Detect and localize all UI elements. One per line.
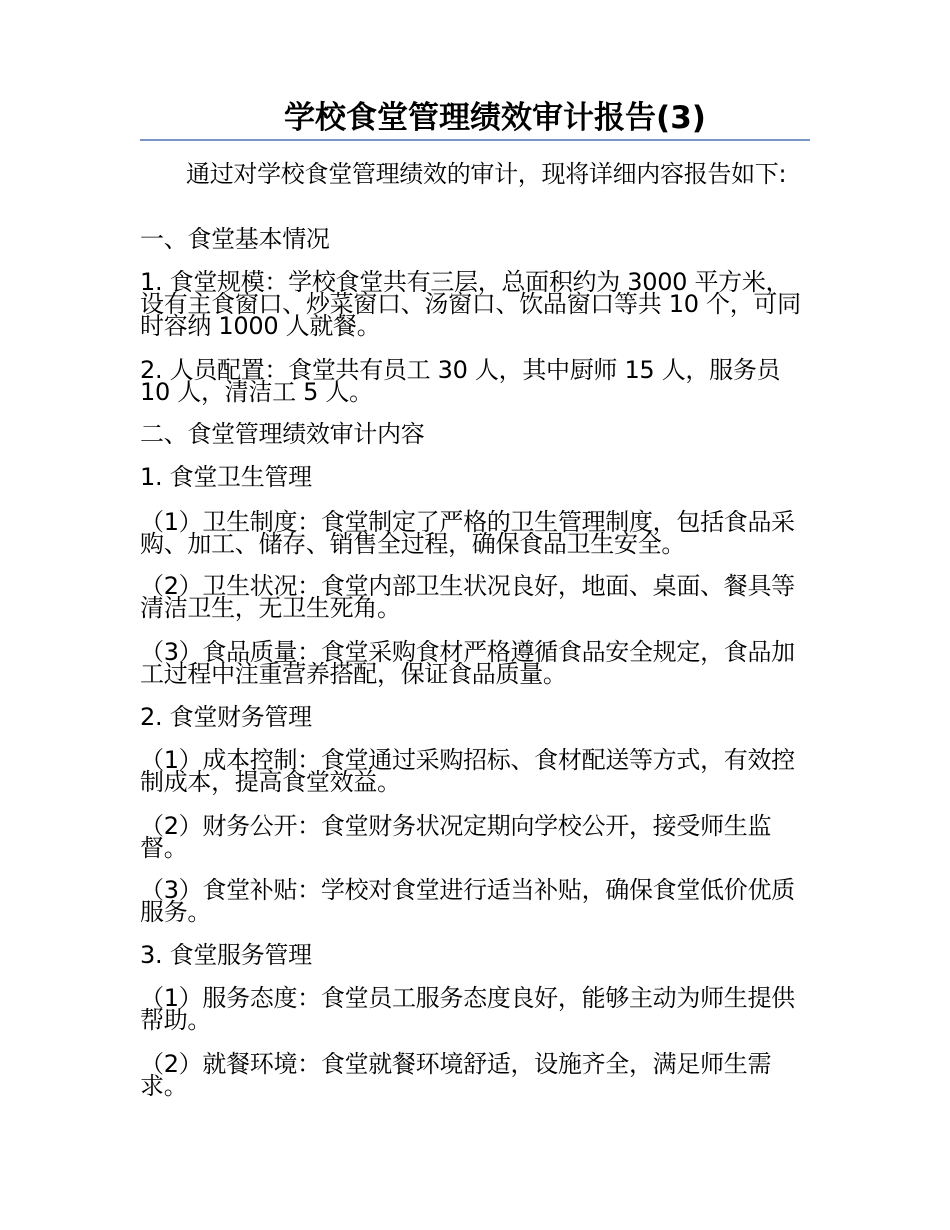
paragraph-dining-environment: （2）就餐环境：食堂就餐环境舒适，设施齐全，满足师生需求。 xyxy=(140,1050,772,1100)
paragraph-canteen-scale: 1. 食堂规模：学校食堂共有三层，总面积约为 3000 平方米，设有主食窗口、炒菜窗口、汤窗口、饮品窗口等共 10 个，可同时容纳 1000 人就餐。 xyxy=(140,268,801,340)
intro-paragraph: 通过对学校食堂管理绩效的审计，现将详细内容报告如下: xyxy=(186,160,787,188)
section-heading-2: 二、食堂管理绩效审计内容 xyxy=(140,420,425,448)
paragraph-finance-disclosure: （2）财务公开：食堂财务状况定期向学校公开，接受师生监督。 xyxy=(140,812,772,862)
paragraph-cost-control: （1）成本控制：食堂通过采购招标、食材配送等方式，有效控制成本，提高食堂效益。 xyxy=(140,746,795,796)
paragraph-subsidy: （3）食堂补贴：学校对食堂进行适当补贴，确保食堂低价优质服务。 xyxy=(140,876,795,926)
paragraph-staffing: 2. 人员配置：食堂共有员工 30 人，其中厨师 15 人，服务员 10 人，清洁工 5 人。 xyxy=(140,356,781,406)
subheading-finance: 2. 食堂财务管理 xyxy=(140,703,312,731)
section-heading-1: 一、食堂基本情况 xyxy=(140,225,330,253)
paragraph-hygiene-status: （2）卫生状况：食堂内部卫生状况良好，地面、桌面、餐具等清洁卫生，无卫生死角。 xyxy=(140,572,795,622)
title-underline xyxy=(140,139,810,141)
document-title: 学校食堂管理绩效审计报告(3) xyxy=(284,100,706,136)
subheading-service: 3. 食堂服务管理 xyxy=(140,941,312,969)
paragraph-service-attitude: （1）服务态度：食堂员工服务态度良好，能够主动为师生提供帮助。 xyxy=(140,984,795,1034)
subheading-hygiene: 1. 食堂卫生管理 xyxy=(140,463,312,491)
paragraph-food-quality: （3）食品质量：食堂采购食材严格遵循食品安全规定，食品加工过程中注重营养搭配，保证食品质量。 xyxy=(140,638,795,688)
paragraph-hygiene-system: （1）卫生制度：食堂制定了严格的卫生管理制度，包括食品采购、加工、储存、销售全过程，确保食品卫生安全。 xyxy=(140,508,795,558)
